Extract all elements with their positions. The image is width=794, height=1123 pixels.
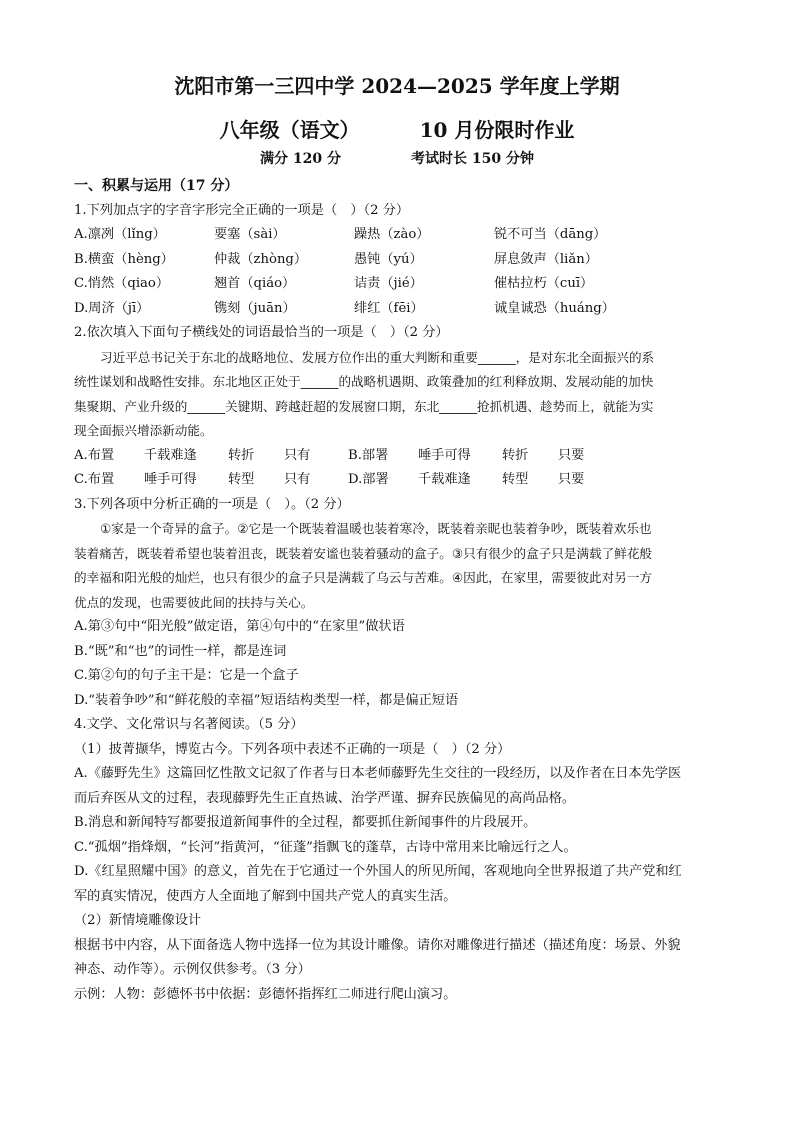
q4-sub1-option-line: B.消息和新闻特写都要报道新闻事件的全过程，都要抓住新闻事件的片段展开。 xyxy=(74,815,537,830)
q2-item: 只要 xyxy=(558,447,585,463)
q2-item: 唾手可得 xyxy=(418,447,471,463)
q2-item: 只有 xyxy=(284,447,311,463)
q4-stem: 4.文学、文化常识与名著阅读。（5 分） xyxy=(74,717,304,732)
q4-sub1-option-line: C.“孤烟”指烽烟，“长河”指黄河，“征蓬”指飘飞的蓬草，古诗中常用来比喻远行之人。 xyxy=(74,839,577,855)
q2-item: 转折 xyxy=(228,447,255,463)
q4-sub2-example: 示例：人物：彭德怀书中依据：彭德怀指挥红二师进行爬山演习。 xyxy=(74,986,457,1002)
q1-option-row xyxy=(74,297,724,322)
q1-item: D.周济（jī） xyxy=(74,300,150,316)
q4-sub1-option-line: 而后弃医从文的过程，表现藤野先生正直热诚、治学严谨、摒弃民族偏见的高尚品格。 xyxy=(74,790,576,806)
q1-stem: 1.下列加点字的字音字形完全正确的一项是（ ）（2 分） xyxy=(74,202,410,218)
q1-item: 催枯拉朽（cuī） xyxy=(494,276,594,291)
q3-option: A.第③句中“阳光般”做定语，第④句中的“在家里”做状语 xyxy=(74,619,405,634)
q1-item: A.凛冽（lǐng） xyxy=(74,227,166,242)
q3-passage-line: 装着痛苦，既装着希望也装着沮丧，既装着安谧也装着骚动的盒子。③只有很少的盒子只是满载了鲜花般 xyxy=(74,545,653,561)
q3-passage-line: ①家是一个奇异的盒子。②它是一个既装着温暖也装着寒冷，既装着亲昵也装着争吵，既装着欢乐也 xyxy=(100,521,652,536)
q4-sub2-text-line: 神态、动作等）。示例仅供参考。（3 分） xyxy=(74,962,311,977)
q2-item: 唾手可得 xyxy=(144,472,197,487)
q2-passage-line: 现全面振兴增添新动能。 xyxy=(74,423,213,438)
q1-item: 镌刻（juān） xyxy=(214,300,296,316)
full-score: 满分 120 分 xyxy=(260,151,341,167)
exam-title: 沈阳市第一三四中学 2024—2025 学年度上学期 xyxy=(174,74,620,98)
q2-item: 转型 xyxy=(228,472,255,487)
q1-item: 愚钝（yú） xyxy=(354,251,423,267)
q3-passage-line: 的幸福和阳光般的灿烂，也只有很少的盒子只是满载了乌云与苦难。④因此，在家里，需要彼此对另一方 xyxy=(74,570,653,585)
q2-item: A.布置 xyxy=(74,447,115,463)
q2-item: 千载难逢 xyxy=(418,472,471,487)
q2-item: 千载难逢 xyxy=(144,447,197,463)
q4-sub1-option-line: 军的真实情况，使西方人全面地了解到中国共产党人的真实生活。 xyxy=(74,888,457,904)
q4-sub1-option-line: A.《藤野先生》这篇回忆性散文记叙了作者与日本老师藤野先生交往的一段经历，以及作者在日本先学医 xyxy=(74,766,682,781)
q2-option-row xyxy=(74,468,724,493)
q1-item: 躁热（zào） xyxy=(354,227,430,242)
q1-option-row xyxy=(74,272,724,297)
q2-passage-line: 统性谋划和战略性安排。东北地区正处于______的战略机遇期、政策叠加的红利释放期、发展动能的加快 xyxy=(74,374,654,389)
q1-option-row xyxy=(74,248,724,273)
q3-stem: 3.下列各项中分析正确的一项是（ ）。（2 分） xyxy=(74,496,350,512)
assignment-name: 10 月份限时作业 xyxy=(419,118,575,142)
q1-item: 要塞（sài） xyxy=(214,227,286,242)
q3-option: D.“装着争吵”和“鲜花般的幸福”短语结构类型一样，都是偏正短语 xyxy=(74,692,459,708)
q1-item: 诚皇诚恐（huáng） xyxy=(494,300,615,316)
q1-item: 锐不可当（dāng） xyxy=(494,227,607,242)
q2-option-row xyxy=(74,444,724,469)
q4-sub1-stem: （1）披菁撷华，博览古今。下列各项中表述不正确的一项是（ ）（2 分） xyxy=(74,741,511,757)
q4-sub2-text-line: 根据书中内容，从下面备选人物中选择一位为其设计雕像。请你对雕像进行描述（描述角度：场景、外貌 xyxy=(74,937,681,953)
q1-item: 仲裁（zhòng） xyxy=(214,251,308,267)
exam-content xyxy=(74,174,724,1007)
q4-sub2-stem: （2）新情境雕像设计 xyxy=(74,913,202,928)
q1-item: B.横蛮（hèng） xyxy=(74,251,174,267)
q2-passage-line: 习近平总书记关于东北的战略地位、发展方位作出的重大判断和重要______，是对东北全面振兴的系 xyxy=(100,349,655,365)
q3-option: B.“既”和“也”的词性一样，都是连词 xyxy=(74,643,287,659)
exam-info xyxy=(0,148,794,168)
q1-item: 翘首（qiáo） xyxy=(214,276,296,291)
duration: 考试时长 150 分钟 xyxy=(411,151,534,167)
q3-option: C.第②句的句子主干是：它是一个盒子 xyxy=(74,668,299,683)
q2-item: B.部署 xyxy=(348,447,389,463)
q4-sub1-option-line: D.《红星照耀中国》的意义，首先在于它通过一个外国人的所见所闻，客观地向全世界报道了共产党和红 xyxy=(74,864,682,879)
q1-item: C.悄然（qiao） xyxy=(74,276,170,291)
q2-item: 只要 xyxy=(558,472,585,487)
q3-passage-line: 优点的发现，也需要彼此间的扶持与关心。 xyxy=(74,594,314,610)
q2-item: 转型 xyxy=(502,472,529,487)
q1-option-row xyxy=(74,223,724,248)
q2-passage-line: 集聚期、产业升级的______关键期、跨越赶超的发展窗口期，东北______抢抓机遇、趁势而上，就能为实 xyxy=(74,398,654,414)
section-heading: 一、积累与运用（17 分） xyxy=(74,178,239,194)
grade-subject: 八年级（语文） xyxy=(219,118,360,142)
q1-item: 屏息敛声（liǎn） xyxy=(494,251,598,267)
q2-stem: 2.依次填入下面句子横线处的词语最恰当的一项是（ ）（2 分） xyxy=(74,325,449,340)
q1-item: 诘责（jié） xyxy=(354,276,423,291)
q2-item: D.部署 xyxy=(348,472,389,487)
exam-subtitle xyxy=(0,114,794,143)
q2-item: 转折 xyxy=(502,447,529,463)
q2-item: C.布置 xyxy=(74,472,115,487)
q1-item: 绯红（fēi） xyxy=(354,300,424,316)
q2-item: 只有 xyxy=(284,472,311,487)
